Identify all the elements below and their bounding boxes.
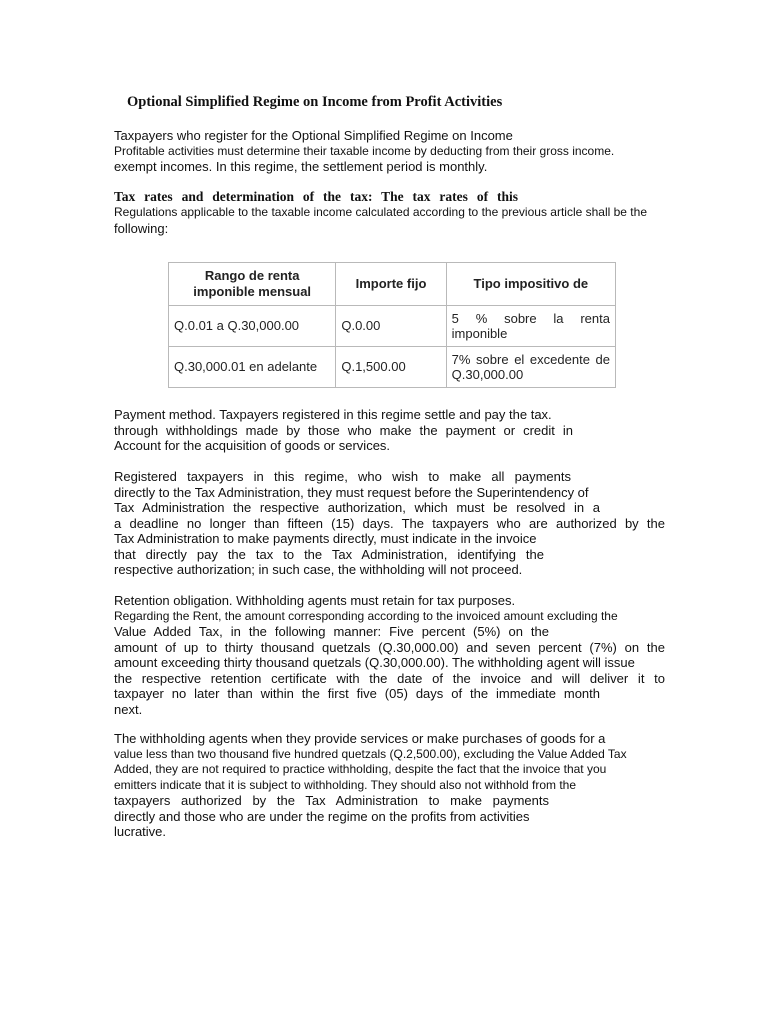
column-header: Rango de renta imponible mensual — [169, 263, 336, 306]
text-line: Tax Administration the respective authorization, which must be resolved in a — [114, 500, 600, 515]
payment-method-paragraph — [114, 407, 670, 454]
table-cell: Q.0.00 — [336, 306, 446, 347]
text-line: emitters indicate that it is subject to withholding. They should also not withhold from the — [114, 777, 577, 792]
text-line: value less than two thousand five hundred quetzals (Q.2,500.00), excluding the Value Added Tax — [114, 746, 627, 761]
table-row — [169, 347, 616, 388]
registered-taxpayers-paragraph — [114, 469, 670, 578]
text-line: taxpayer no later than within the first five (05) days of the immediate month — [114, 686, 600, 701]
table-cell: Q.1,500.00 — [336, 347, 446, 388]
text-line: taxpayers authorized by the Tax Administration to make payments — [114, 793, 549, 808]
text-line: Taxpayers who register for the Optional Simplified Regime on Income — [114, 128, 513, 143]
tax-rates-paragraph — [114, 205, 670, 236]
text-line: through withholdings made by those who make the payment or credit in — [114, 422, 573, 438]
text-line: a deadline no longer than fifteen (15) days. The taxpayers who are authorized by the — [114, 515, 665, 531]
table-cell: 7% sobre el excedente de Q.30,000.00 — [446, 347, 615, 388]
text-line: Regarding the Rent, the amount corresponding according to the invoiced amount excluding the — [114, 608, 618, 623]
text-line: exempt incomes. In this regime, the settlement period is monthly. — [114, 159, 488, 174]
table-header-row — [169, 263, 616, 306]
tax-rates-heading: Tax rates and determination of the tax: The tax rates of this — [114, 189, 518, 204]
withholding-agents-paragraph — [114, 731, 680, 840]
text-line: amount of up to thirty thousand quetzals (Q.30,000.00) and seven percent (7%) on the — [114, 639, 665, 655]
intro-paragraph — [114, 128, 670, 175]
table-row — [169, 306, 616, 347]
text-line: Value Added Tax, in the following manner: Five percent (5%) on the — [114, 624, 549, 639]
table-cell: Q.30,000.01 en adelante — [169, 347, 336, 388]
document-title: Optional Simplified Regime on Income from Profit Activities — [127, 94, 503, 110]
text-line: directly to the Tax Administration, they must request before the Superintendency of — [114, 484, 589, 500]
text-line: following: — [114, 220, 169, 236]
text-line: that directly pay the tax to the Tax Administration, identifying the — [114, 546, 544, 562]
tax-rates-table — [168, 262, 616, 388]
text-line: Account for the acquisition of goods or services. — [114, 438, 391, 453]
text-line: amount exceeding thirty thousand quetzals (Q.30,000.00). The withholding agent will issue — [114, 655, 635, 670]
text-line: Profitable activities must determine their taxable income by deducting from their gross income. — [114, 143, 615, 158]
retention-obligation-paragraph — [114, 593, 670, 717]
text-line: Tax Administration to make payments directly, must indicate in the invoice — [114, 531, 537, 546]
column-header: Importe fijo — [336, 263, 446, 306]
text-line: Retention obligation. Withholding agents must retain for tax purposes. — [114, 593, 516, 608]
text-line: directly and those who are under the regime on the profits from activities — [114, 808, 530, 824]
table-cell: 5 % sobre la renta imponible — [446, 306, 615, 347]
column-header: Tipo impositivo de — [446, 263, 615, 306]
text-line: Regulations applicable to the taxable income calculated according to the previous article shall be the — [114, 205, 647, 219]
text-line: Added, they are not required to practice withholding, despite the fact that the invoice that you — [114, 762, 607, 776]
text-line: lucrative. — [114, 824, 167, 839]
text-line: the respective retention certificate with the date of the invoice and will deliver it to — [114, 670, 665, 686]
text-line: next. — [114, 701, 143, 717]
text-line: respective authorization; in such case, the withholding will not proceed. — [114, 562, 523, 577]
table-cell: Q.0.01 a Q.30,000.00 — [169, 306, 336, 347]
text-line: Payment method. Taxpayers registered in this regime settle and pay the tax. — [114, 407, 552, 422]
text-line: Registered taxpayers in this regime, who wish to make all payments — [114, 469, 571, 484]
text-line: The withholding agents when they provide services or make purchases of goods for a — [114, 731, 606, 746]
